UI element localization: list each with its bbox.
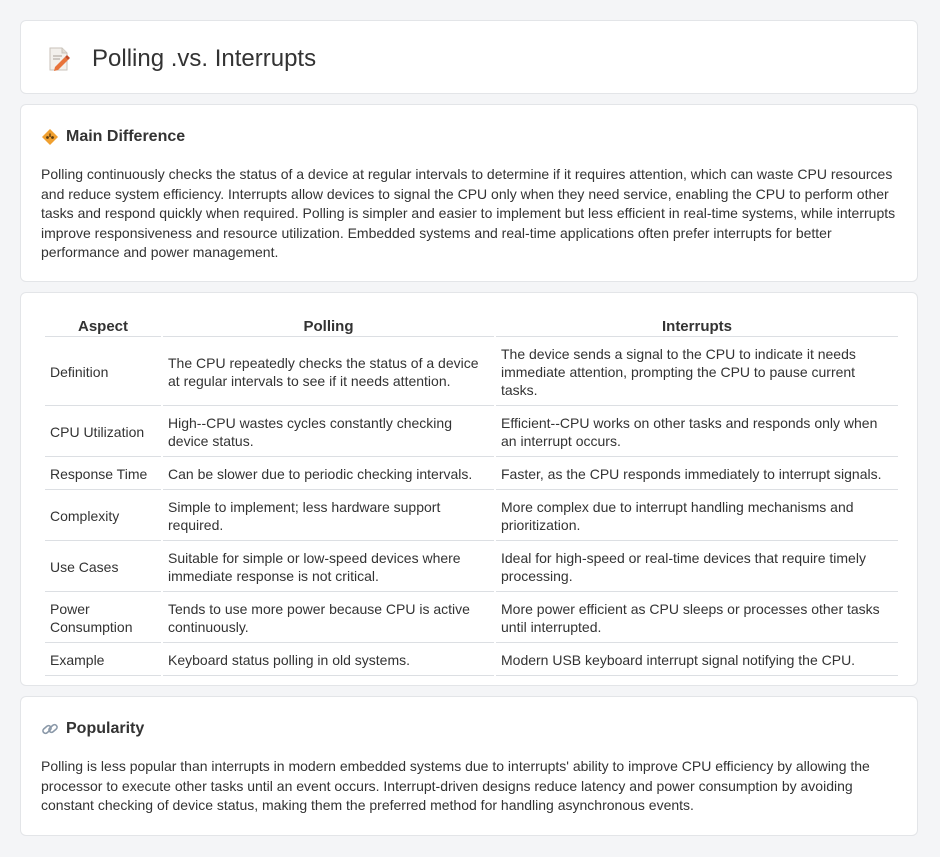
table-row [45, 406, 898, 457]
diamond-warning-icon [41, 128, 59, 146]
popularity-card [20, 696, 918, 836]
polling-cell: High--CPU wastes cycles constantly checking device status. [163, 406, 494, 457]
aspect-cell: Use Cases [45, 541, 161, 592]
main-difference-text: Polling continuously checks the status of a device at regular intervals to determine if it requires attention, which can waste CPU resources and reduce system efficiency. Interrupts allow devices to signal the CPU only when they need service, enabling the CPU to perform other tasks and respond quickly when required. Polling is simpler and easier to implement but less efficient in real-time systems, while interrupts improve responsiveness and resource utilization. Embedded systems and real-time applications often prefer interrupts for better performance and power management. [41, 166, 896, 260]
polling-cell: Can be slower due to periodic checking intervals. [163, 457, 494, 490]
aspect-cell: CPU Utilization [45, 406, 161, 457]
polling-cell: Simple to implement; less hardware support required. [163, 490, 494, 541]
comparison-table [43, 315, 900, 676]
header-polling: Polling [163, 315, 494, 337]
table-header-row [45, 315, 898, 337]
polling-cell: Tends to use more power because CPU is active continuously. [163, 592, 494, 643]
document-pencil-icon [47, 46, 71, 72]
interrupts-cell: Ideal for high-speed or real-time devices that require timely processing. [496, 541, 898, 592]
aspect-cell: Definition [45, 337, 161, 406]
aspect-cell: Response Time [45, 457, 161, 490]
aspect-cell: Example [45, 643, 161, 676]
comparison-card [20, 292, 918, 686]
page-title: Polling .vs. Interrupts [92, 45, 317, 72]
aspect-cell: Power Consumption [45, 592, 161, 643]
title-card [20, 20, 918, 94]
interrupts-cell: Faster, as the CPU responds immediately to interrupt signals. [496, 457, 898, 490]
polling-cell: Suitable for simple or low-speed devices where immediate response is not critical. [163, 541, 494, 592]
table-row [45, 643, 898, 676]
header-aspect: Aspect [45, 315, 161, 337]
table-row [45, 490, 898, 541]
table-row [45, 592, 898, 643]
main-difference-card [20, 104, 918, 282]
header-interrupts: Interrupts [496, 315, 898, 337]
popularity-text: Polling is less popular than interrupts in modern embedded systems due to interrupts' ability to improve CPU efficiency by allowing the processor to execute other tasks until an event occurs. Interrupt-driven designs reduce latency and power consumption by avoiding constant checking of device status, making them the preferred method for handling asynchronous events. [41, 758, 870, 813]
table-row [45, 337, 898, 406]
interrupts-cell: The device sends a signal to the CPU to indicate it needs immediate attention, prompting the CPU to pause current tasks. [496, 337, 898, 406]
interrupts-cell: More power efficient as CPU sleeps or processes other tasks until interrupted. [496, 592, 898, 643]
link-icon [41, 720, 59, 738]
interrupts-cell: More complex due to interrupt handling mechanisms and prioritization. [496, 490, 898, 541]
table-row [45, 541, 898, 592]
polling-cell: Keyboard status polling in old systems. [163, 643, 494, 676]
popularity-header [41, 719, 144, 739]
popularity-heading: Popularity [66, 720, 145, 737]
main-difference-header [41, 127, 185, 147]
interrupts-cell: Efficient--CPU works on other tasks and responds only when an interrupt occurs. [496, 406, 898, 457]
polling-cell: The CPU repeatedly checks the status of a device at regular intervals to see if it needs attention. [163, 337, 494, 406]
table-row [45, 457, 898, 490]
interrupts-cell: Modern USB keyboard interrupt signal notifying the CPU. [496, 643, 898, 676]
main-difference-heading: Main Difference [66, 128, 186, 145]
aspect-cell: Complexity [45, 490, 161, 541]
